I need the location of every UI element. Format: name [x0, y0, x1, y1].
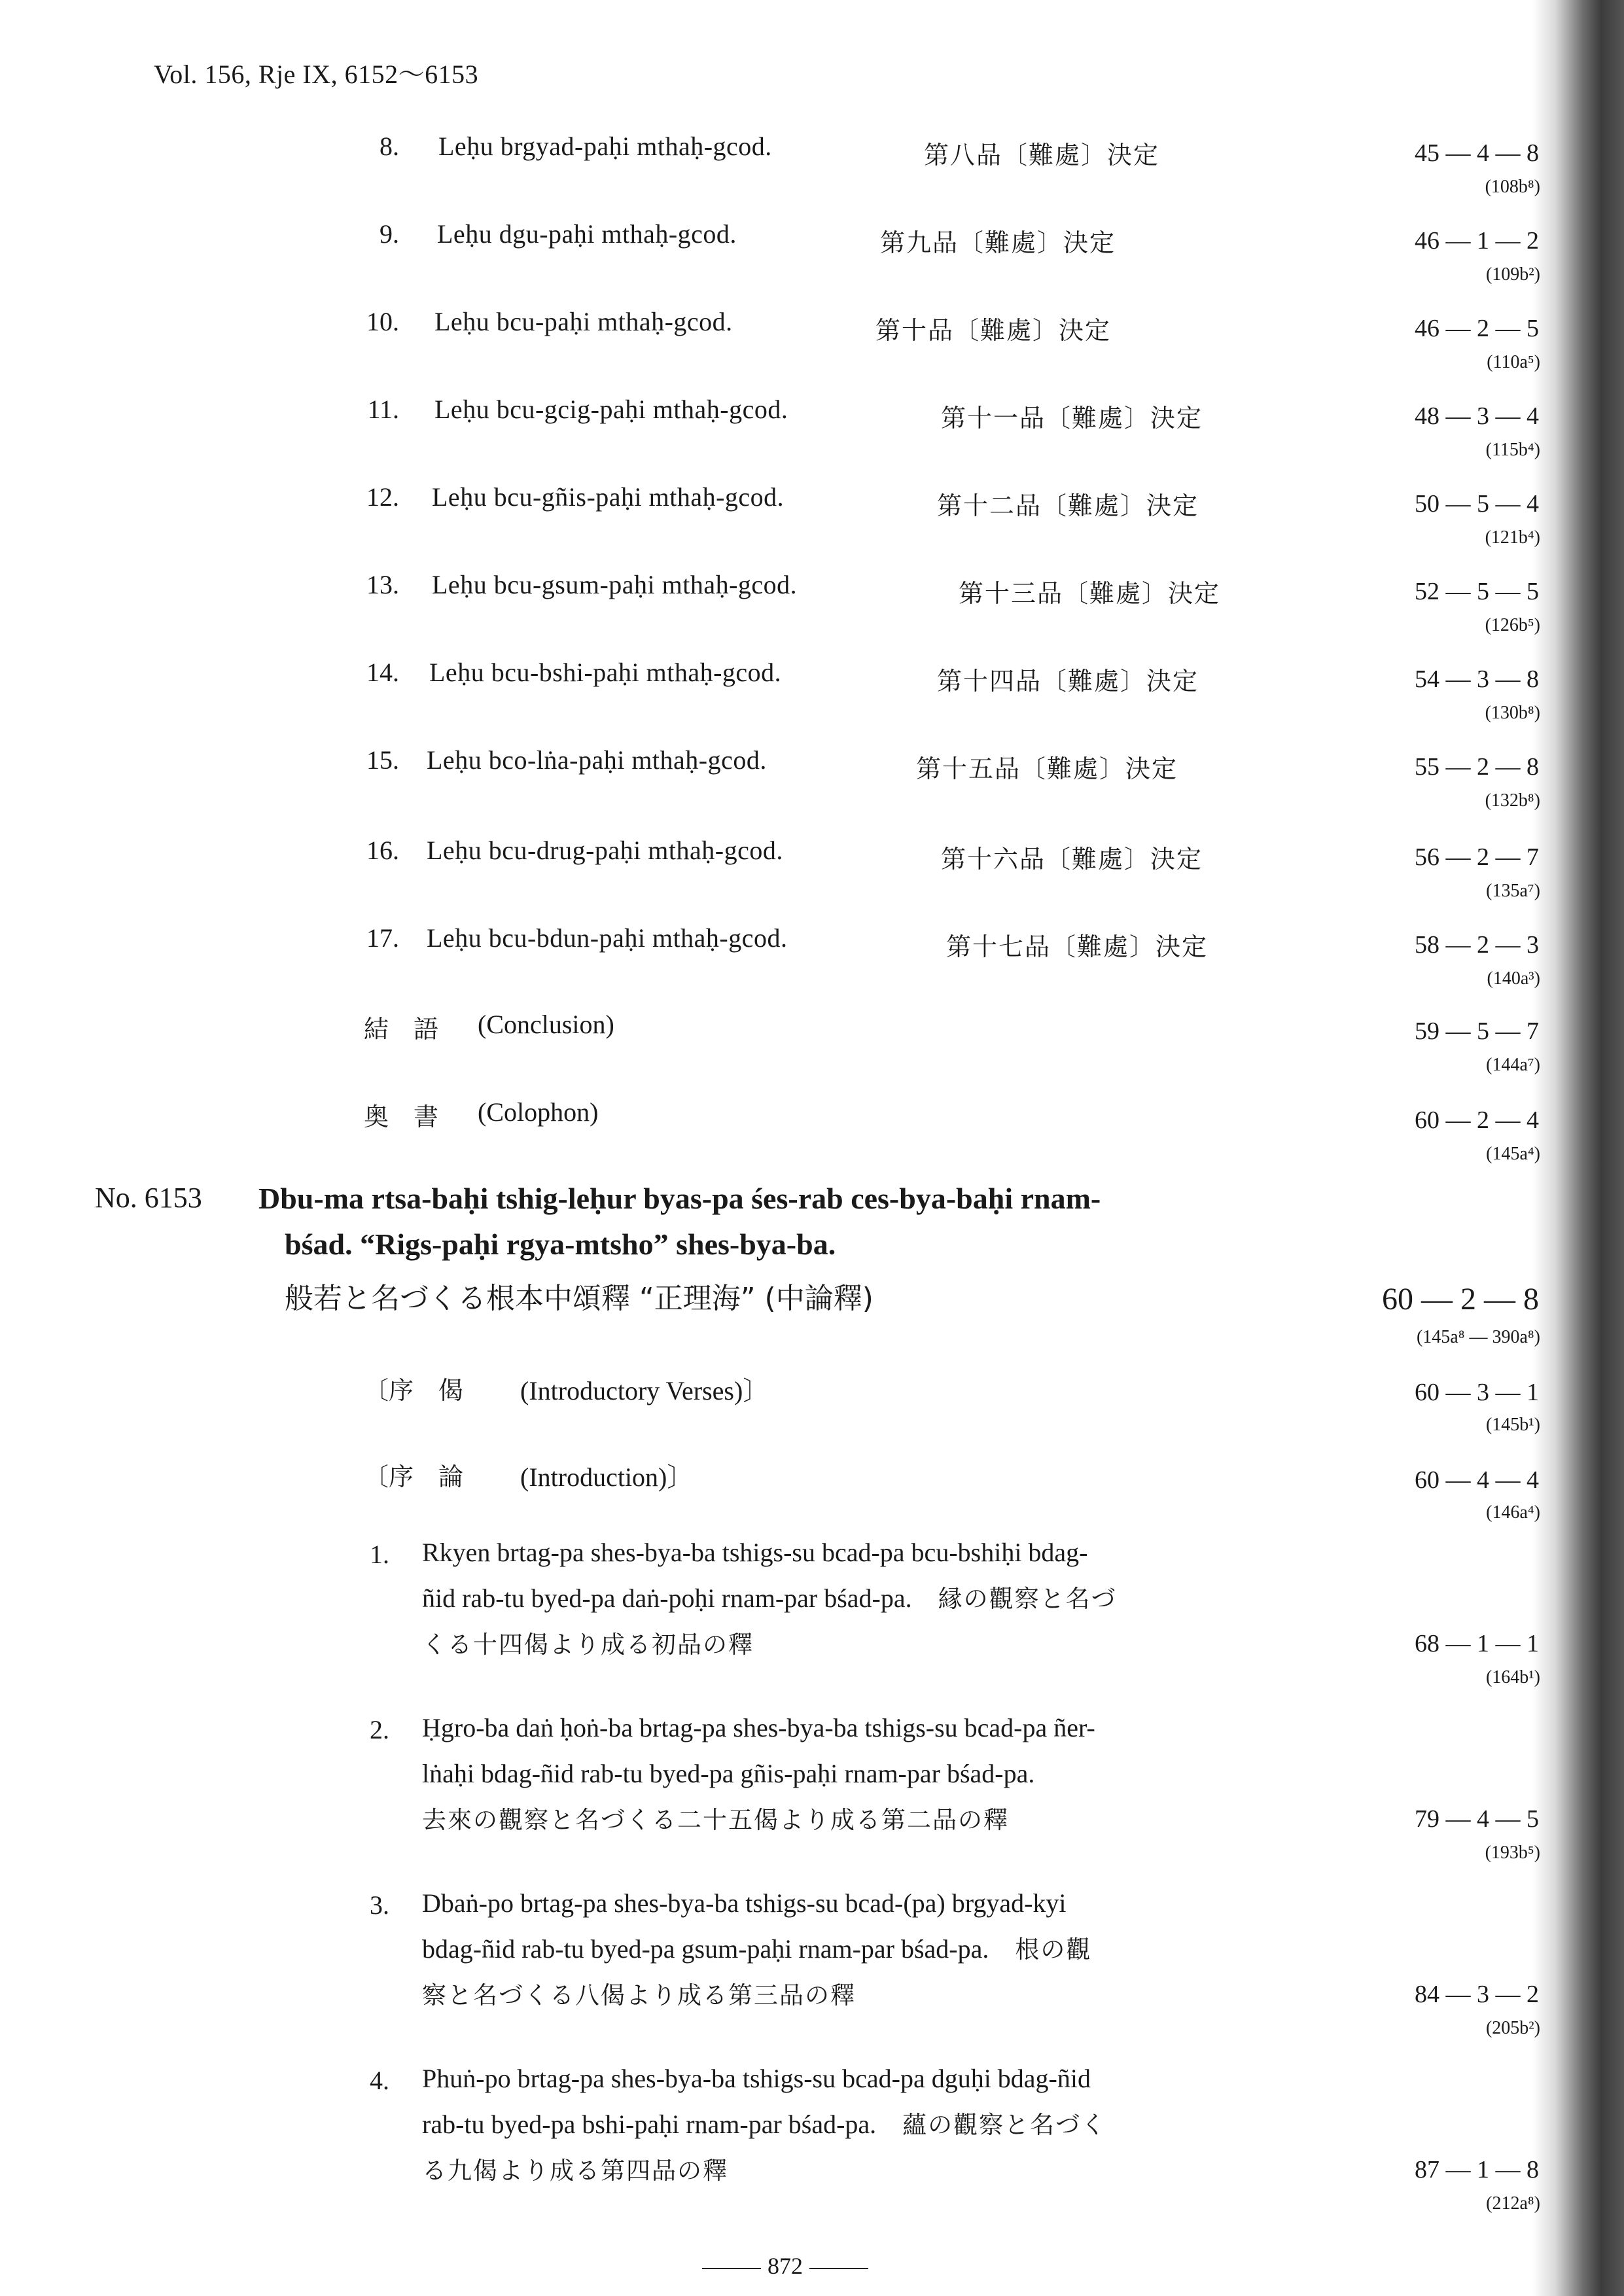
chapter-title: Leḥu brgyad-paḥi mthaḥ-gcod. — [438, 132, 772, 161]
chapter-folio: (115b⁴) — [1485, 440, 1540, 460]
footer-dash-left — [702, 2268, 761, 2269]
chapter-japanese-title: 第十一品〔難處〕決定 — [941, 404, 1203, 433]
chapter-ref: 55 — 2 — 8 — [1415, 753, 1539, 781]
colophon-folio: (145a⁴) — [1486, 1144, 1540, 1164]
paragraph-folio: (205b²) — [1485, 2018, 1540, 2038]
conclusion-label: (Conclusion) — [478, 1010, 614, 1039]
conclusion-kanji: 結 語 — [364, 1015, 439, 1044]
section-introductory-verses-label: (Introductory Verses)〕 — [520, 1376, 769, 1405]
chapter-folio: (110a⁵) — [1487, 352, 1540, 372]
chapter-folio: (140a³) — [1487, 968, 1540, 989]
chapter-number: 9. — [380, 219, 399, 249]
paragraph-folio: (212a⁸) — [1486, 2193, 1540, 2214]
chapter-ref: 46 — 2 — 5 — [1415, 315, 1539, 342]
page-number: 872 — [768, 2253, 803, 2279]
paragraph-ref: 87 — 1 — 8 — [1415, 2156, 1539, 2183]
paragraph-folio: (193b⁵) — [1485, 1843, 1540, 1863]
chapter-folio: (121b⁴) — [1485, 527, 1540, 548]
chapter-japanese-title: 第十七品〔難處〕決定 — [946, 932, 1209, 961]
chapter-japanese-title: 第九品〔難處〕決定 — [880, 228, 1116, 257]
paragraph-line-2-japanese: 縁の觀察と名づ — [938, 1585, 1117, 1613]
paragraph-ref: 68 — 1 — 1 — [1415, 1630, 1539, 1657]
chapter-ref: 58 — 2 — 3 — [1415, 931, 1539, 959]
paragraph-line-2-text: lṅaḥi bdag-ñid rab-tu byed-pa gñis-paḥi rnam-par bśad-pa. — [422, 1759, 1035, 1788]
paragraph-text — [422, 1530, 1338, 1668]
paragraph-line-2-japanese: 蘊の觀察と名づく — [902, 2111, 1107, 2139]
paragraph-number: 1. — [370, 1540, 389, 1569]
section-introductory-verses-ref: 60 — 3 — 1 — [1415, 1379, 1539, 1406]
paragraph-line-2 — [422, 2102, 1338, 2148]
chapter-number: 17. — [366, 923, 399, 953]
chapter-title: Leḥu bcu-bdun-paḥi mthaḥ-gcod. — [427, 923, 788, 953]
paragraph-number: 4. — [370, 2066, 389, 2095]
paragraph-folio: (164b¹) — [1485, 1667, 1540, 1687]
footer-dash-right — [809, 2268, 868, 2269]
paragraph-line-2-text: ñid rab-tu byed-pa daṅ-poḥi rnam-par bśad-pa. — [422, 1583, 912, 1613]
chapter-number: 15. — [366, 745, 399, 775]
paragraph-line-2-text: rab-tu byed-pa bshi-paḥi rnam-par bśad-pa. — [422, 2110, 877, 2139]
colophon-label: (Colophon) — [478, 1097, 599, 1127]
chapter-ref: 52 — 5 — 5 — [1415, 578, 1539, 605]
chapter-japanese-title: 第十品〔難處〕決定 — [875, 316, 1112, 345]
section-introductory-verses-folio: (145b¹) — [1485, 1415, 1540, 1435]
chapter-number: 14. — [366, 658, 399, 687]
paragraph-line-2 — [422, 1576, 1338, 1622]
paragraph-number: 3. — [370, 1890, 389, 1920]
paragraph-line-2-text: bdag-ñid rab-tu byed-pa gsum-paḥi rnam-par bśad-pa. — [422, 1934, 989, 1964]
paragraph-line-3-japanese: 去來の觀察と名づくる二十五偈より成る第二品の釋 — [422, 1806, 1009, 1834]
chapter-japanese-title: 第十二品〔難處〕決定 — [937, 491, 1199, 520]
paragraph-text — [422, 1881, 1338, 2019]
work-folio: (145a⁸ — 390a⁸) — [1416, 1327, 1540, 1347]
chapter-folio: (130b⁸) — [1485, 703, 1540, 723]
chapter-title: Leḥu bcu-drug-paḥi mthaḥ-gcod. — [427, 836, 783, 865]
chapter-title: Leḥu bco-lṅa-paḥi mthaḥ-gcod. — [427, 745, 767, 775]
paragraph-line-2-japanese: 根の觀 — [1015, 1935, 1092, 1964]
section-introduction-kanji: 〔序 論 — [364, 1462, 464, 1491]
page-footer — [0, 2252, 1570, 2280]
chapter-title: Leḥu bcu-gsum-paḥi mthaḥ-gcod. — [432, 570, 798, 599]
conclusion-folio: (144a⁷) — [1486, 1055, 1540, 1075]
chapter-folio: (109b²) — [1485, 264, 1540, 285]
paragraph-ref: 84 — 3 — 2 — [1415, 1981, 1539, 2008]
paragraph-line-1: Rkyen brtag-pa shes-bya-ba tshigs-su bcad-pa bcu-bshiḥi bdag- — [422, 1538, 1088, 1567]
paragraph-line-3-japanese: 察と名づくる八偈より成る第三品の釋 — [422, 1981, 856, 2009]
chapter-folio: (108b⁸) — [1485, 177, 1540, 197]
paragraph-line-1: Ḥgro-ba daṅ ḥoṅ-ba brtag-pa shes-bya-ba tshigs-su bcad-pa ñer- — [422, 1713, 1095, 1742]
chapter-folio: (135a⁷) — [1486, 881, 1540, 901]
colophon-kanji: 奥 書 — [364, 1103, 439, 1131]
paragraph-line-2 — [422, 1926, 1338, 1973]
work-japanese-title: 般若と名づくる根本中頌釋 “正理海” (中論釋) — [285, 1282, 874, 1315]
chapter-japanese-title: 第十四品〔難處〕決定 — [937, 667, 1199, 696]
paragraph-line-3-japanese: くる十四偈より成る初品の釋 — [422, 1631, 754, 1659]
chapter-title: Leḥu dgu-paḥi mthaḥ-gcod. — [437, 219, 737, 249]
chapter-japanese-title: 第八品〔難處〕決定 — [924, 141, 1160, 169]
paragraph-line-1: Phuṅ-po brtag-pa shes-bya-ba tshigs-su bcad-pa dguḥi bdag-ñid — [422, 2064, 1091, 2093]
paragraph-line-1: Dbaṅ-po brtag-pa shes-bya-ba tshigs-su bcad-(pa) brgyad-kyi — [422, 1888, 1067, 1918]
paragraph-number: 2. — [370, 1715, 389, 1744]
chapter-number: 10. — [366, 307, 399, 336]
chapter-folio: (132b⁸) — [1485, 790, 1540, 811]
chapter-japanese-title: 第十六品〔難處〕決定 — [941, 845, 1203, 874]
chapter-ref: 50 — 5 — 4 — [1415, 490, 1539, 518]
chapter-number: 16. — [366, 836, 399, 865]
paragraph-line-3-japanese: る九偈より成る第四品の釋 — [422, 2157, 728, 2185]
conclusion-ref: 59 — 5 — 7 — [1415, 1017, 1539, 1045]
paragraph-ref: 79 — 4 — 5 — [1415, 1805, 1539, 1833]
work-title-line2: bśad. “Rigs-paḥi rgya-mtsho” shes-bya-ba. — [285, 1227, 836, 1261]
work-ref: 60 — 2 — 8 — [1382, 1282, 1539, 1316]
chapter-number: 11. — [367, 395, 399, 424]
colophon-ref: 60 — 2 — 4 — [1415, 1106, 1539, 1134]
paragraph-text — [422, 2056, 1338, 2194]
chapter-title: Leḥu bcu-gñis-paḥi mthaḥ-gcod. — [432, 482, 785, 512]
chapter-title: Leḥu bcu-bshi-paḥi mthaḥ-gcod. — [429, 658, 782, 687]
chapter-number: 12. — [366, 482, 399, 512]
chapter-ref: 56 — 2 — 7 — [1415, 843, 1539, 871]
paragraph-line-2 — [422, 1751, 1338, 1797]
chapter-number: 8. — [380, 132, 399, 161]
running-head: Vol. 156, Rje IX, 6152～6153 — [154, 60, 479, 89]
section-introductory-verses-kanji: 〔序 偈 — [364, 1376, 464, 1405]
chapter-number: 13. — [366, 570, 399, 599]
chapter-ref: 46 — 1 — 2 — [1415, 227, 1539, 255]
section-introduction-ref: 60 — 4 — 4 — [1415, 1466, 1539, 1494]
work-title-line1: Dbu-ma rtsa-baḥi tshig-leḥur byas-pa śes-rab ces-bya-baḥi rnam- — [258, 1182, 1101, 1215]
chapter-ref: 48 — 3 — 4 — [1415, 402, 1539, 430]
section-introduction-label: (Introduction)〕 — [520, 1462, 694, 1492]
chapter-ref: 54 — 3 — 8 — [1415, 665, 1539, 693]
scanned-page-edge — [1532, 0, 1624, 2296]
chapter-ref: 45 — 4 — 8 — [1415, 139, 1539, 167]
section-introduction-folio: (146a⁴) — [1486, 1502, 1540, 1523]
chapter-title: Leḥu bcu-gcig-paḥi mthaḥ-gcod. — [434, 395, 788, 424]
work-number: No. 6153 — [95, 1182, 202, 1214]
chapter-japanese-title: 第十五品〔難處〕決定 — [916, 754, 1178, 783]
chapter-japanese-title: 第十三品〔難處〕決定 — [959, 579, 1221, 608]
paragraph-text — [422, 1705, 1338, 1843]
chapter-title: Leḥu bcu-paḥi mthaḥ-gcod. — [434, 307, 733, 336]
chapter-folio: (126b⁵) — [1485, 615, 1540, 635]
